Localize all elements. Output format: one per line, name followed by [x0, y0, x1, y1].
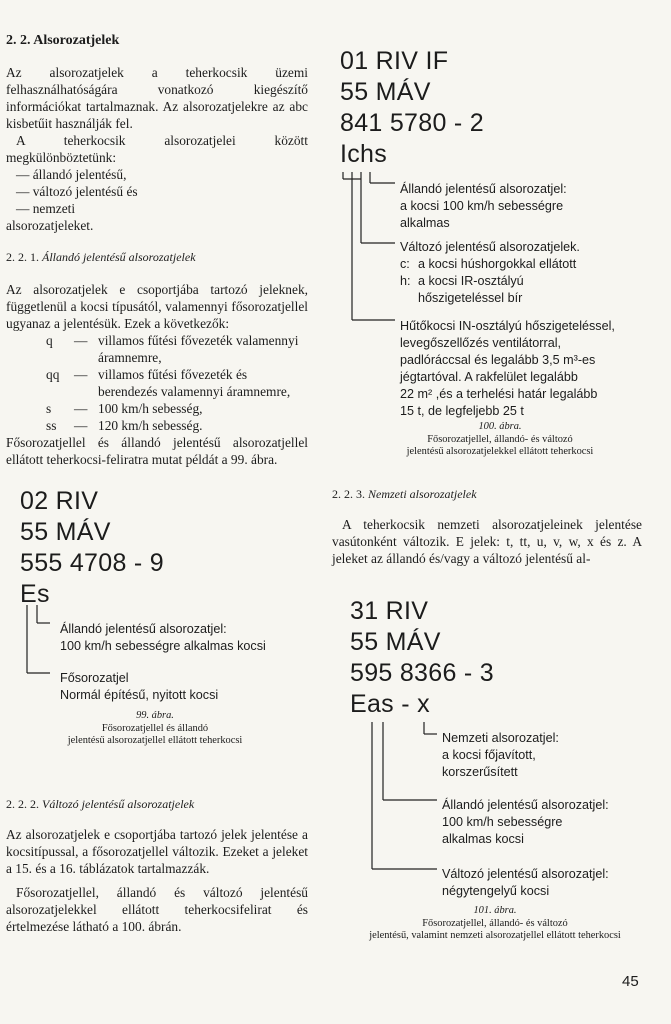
label-line: alkalmas kocsi [442, 832, 524, 846]
label-line: Változó jelentésű alsorozatjelek. [400, 240, 580, 254]
subsection-2-paragraph-2: Fősorozatjellel, állandó és változó jelentésű alsorozatjelekkel ellátott teherkocsifelirat és értelmezése látható a 100. ábrán. [6, 885, 308, 934]
marking-line: 595 8366 - 3 [350, 659, 494, 687]
code-meaning: 120 km/h sebesség. [98, 418, 203, 433]
code-meaning: villamos fűtési fővezeték valamennyi áramnemre, [98, 333, 299, 365]
marking-line: 31 RIV [350, 597, 429, 625]
subsection-3-paragraph: A teherkocsik nemzeti alsorozatjeleinek jelentése vasútonként változik. E jelek: t, tt, u, v, w, x és z. A jeleket az állandó és/vagy a változó jelentésű al- [332, 517, 642, 566]
kind-item: — változó jelentésű és [16, 184, 138, 199]
heading-title: Állandó jelentésű alsorozatjelek [42, 250, 196, 264]
label-line: Normál építésű, nyitott kocsi [60, 688, 219, 702]
heading-number: 2. 2. 2. [6, 797, 39, 811]
code-dash: — [74, 333, 88, 348]
label-line: jégtartóval. A rakfelület legalább [400, 370, 578, 384]
caption-number: 101. ábra. [473, 905, 517, 916]
subitem-key: h: [400, 274, 411, 288]
subitem-text: hőszigeteléssel bír [418, 291, 523, 305]
heading-number: 2. 2. 1. [6, 250, 39, 264]
label-line: Hűtőkocsi IN-osztályú hőszigeteléssel, [400, 319, 615, 333]
label-line: Állandó jelentésű alsorozatjel: [60, 622, 227, 636]
marking-line: 02 RIV [20, 487, 99, 515]
label-line: Állandó jelentésű alsorozatjel: [400, 182, 567, 196]
marking-line: 841 5780 - 2 [340, 109, 484, 137]
label-line: korszerűsített [442, 765, 518, 779]
marking-line: Es [20, 580, 50, 608]
subitem-text: a kocsi IR-osztályú [418, 274, 524, 288]
label-line: négytengelyű kocsi [442, 884, 550, 898]
label-line: 100 km/h sebességre alkalmas kocsi [60, 639, 266, 653]
marking-line: 55 MÁV [350, 628, 441, 656]
code-meaning: 100 km/h sebesség, [98, 401, 203, 416]
code: q [46, 333, 53, 348]
subitem-key: c: [400, 257, 410, 271]
caption-line: Fősorozatjellel, állandó- és változó [427, 433, 573, 445]
code: ss [46, 418, 57, 433]
subitem-text: a kocsi húshorgokkal ellátott [418, 257, 577, 271]
label-line: 15 t, de legfeljebb 25 t [400, 404, 524, 418]
label-line: Fősorozatjel [60, 671, 129, 685]
code-dash: — [74, 418, 88, 433]
intro-paragraph-2: A teherkocsik alsorozatjelei között megkülönböztetünk: [6, 133, 308, 165]
label-line: Változó jelentésű alsorozatjel: [442, 867, 609, 881]
label-line: Nemzeti alsorozatjel: [442, 731, 559, 745]
label-line: a kocsi főjavított, [442, 748, 536, 762]
marking-line: Ichs [340, 140, 388, 168]
code: s [46, 401, 52, 416]
code-meaning: villamos fűtési fővezeték és berendezés valamennyi áramnemre, [98, 367, 291, 399]
kind-tail: alsorozatjeleket. [6, 218, 94, 233]
label-line: a kocsi 100 km/h sebességre [400, 199, 564, 213]
label-line: padlóráccsal és legalább 3,5 m³-es [400, 353, 596, 367]
kind-item: — nemzeti [16, 201, 76, 216]
section-heading: 2. 2. Alsorozatjelek [6, 33, 120, 48]
marking-line: 55 MÁV [340, 78, 431, 106]
kind-item: — állandó jelentésű, [16, 167, 127, 182]
subsection-1-after: Fősorozatjellel és állandó jelentésű alsorozatjellel ellátott teherkocsi-feliratra mutat példát a 99. ábra. [6, 435, 308, 467]
heading-number: 2. 2. 3. [332, 487, 365, 501]
marking-line: 555 4708 - 9 [20, 549, 164, 577]
caption-number: 100. ábra. [478, 421, 522, 432]
marking-line: 01 RIV IF [340, 47, 449, 75]
caption-line: Fősorozatjellel, állandó- és változó [422, 917, 568, 929]
heading-title: Nemzeti alsorozatjelek [368, 487, 477, 501]
marking-line: Eas - x [350, 690, 430, 718]
caption-line: jelentésű alsorozatjellel ellátott teherkocsi [67, 735, 243, 746]
label-line: alkalmas [400, 216, 450, 230]
subsection-2-paragraph-1: Az alsorozatjelek e csoportjába tartozó jelek jelentése a kocsitípussal, a fősorozatjellel változik. Ezeket a jeleket a 15. és a 16. táblázatok tartalmazzák. [6, 827, 308, 876]
caption-line: Fősorozatjellel és állandó [101, 722, 209, 734]
page-number: 45 [622, 973, 639, 990]
subsection-1-intro: Az alsorozatjelek e csoportjába tartozó jeleknek, függetlenül a kocsi típusától, valamennyi fősorozatjellel ugyanaz a jelentésük. Ezek a következők: [6, 282, 308, 331]
code-dash: — [74, 367, 88, 382]
caption-number: 99. ábra. [136, 710, 174, 721]
caption-line: jelentésű, valamint nemzeti alsorozatjellel ellátott teherkocsi [369, 930, 621, 941]
label-line: 100 km/h sebességre [442, 815, 563, 829]
label-line: Állandó jelentésű alsorozatjel: [442, 798, 609, 812]
code: qq [46, 367, 60, 382]
code-dash: — [74, 401, 88, 416]
marking-line: 55 MÁV [20, 518, 111, 546]
label-line: 22 m² ,és a terhelési határ legalább [400, 387, 598, 401]
intro-paragraph-1: Az alsorozatjelek a teherkocsik üzemi felhasználhatóságára vonatkozó kiegészítő információkat tartalmaznak. Az alsorozatjelekre az abc kisbetűit használják fel. [6, 65, 308, 131]
label-line: levegőszellőzés ventilátorral, [400, 336, 562, 350]
heading-title: Változó jelentésű alsorozatjelek [42, 797, 195, 811]
caption-line: jelentésű alsorozatjelekkel ellátott teherkocsi [406, 446, 594, 457]
